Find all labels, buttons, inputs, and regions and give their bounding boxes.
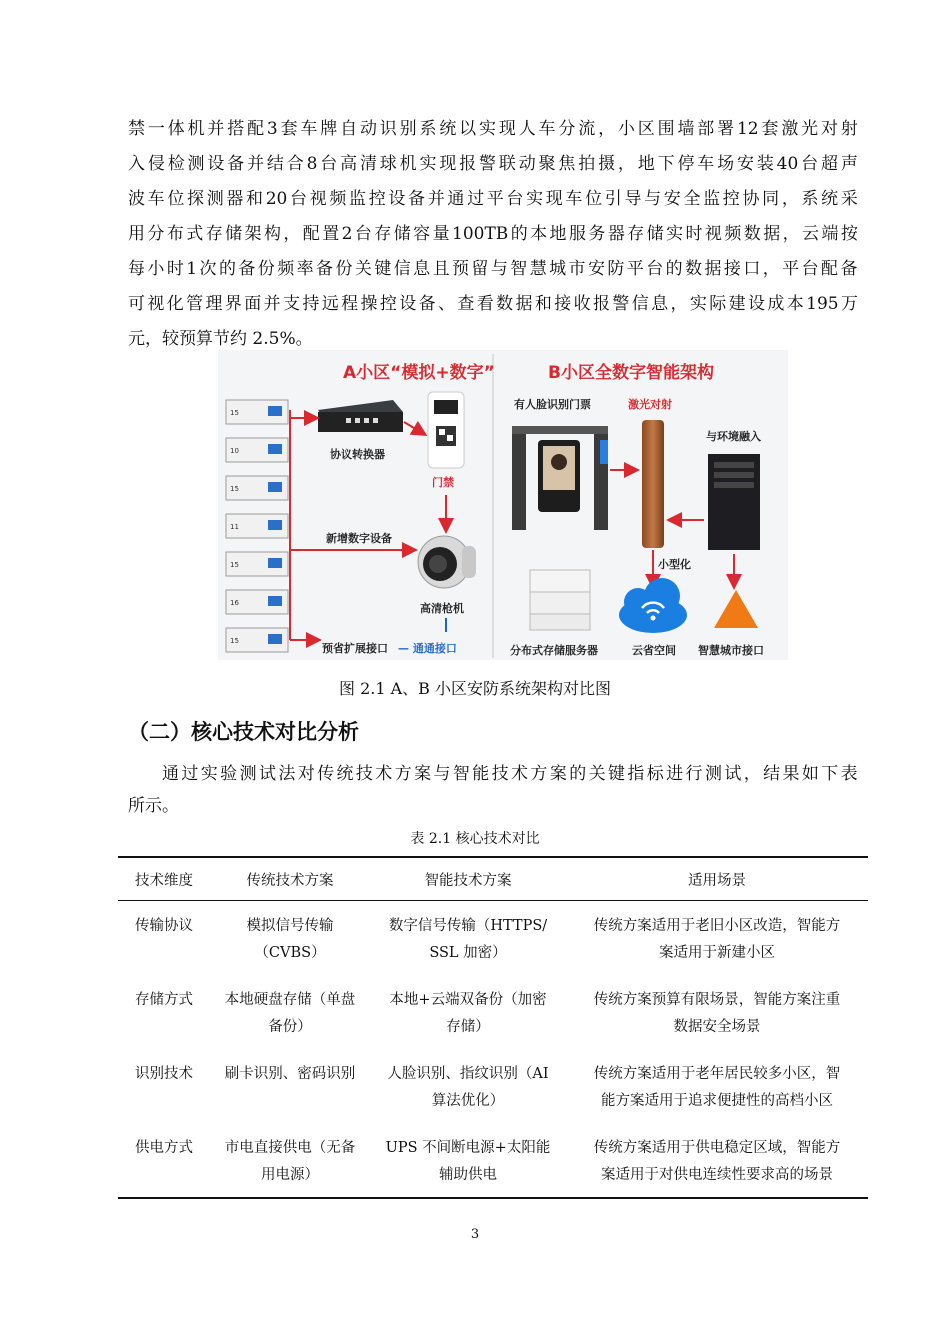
cell-line: 辅助供电 <box>439 1167 497 1183</box>
body-line: 禁 一 体 机 并 搭 配 3 套 车 牌 自 动 识 别 系 统 以 实 现 人 车 分 流 ， 小 区 围 墙 部 署 12 套 激 光 对 射 <box>128 119 858 139</box>
new-device-label: 新增数字设备 <box>326 532 392 545</box>
table-cell <box>370 1049 566 1123</box>
cell-line: 刷卡识别、密码识别 <box>224 1066 356 1082</box>
server-number: 15 <box>230 561 239 569</box>
server-number: 15 <box>230 485 239 493</box>
env-label: 与环境融入 <box>706 430 761 443</box>
body-line: 入 侵 检 测 设 备 并 结 合 8 台 高 清 球 机 实 现 报 警 联 动 聚 焦 拍 摄 ， 地 下 停 车 场 安 装 40 台 超 声 <box>128 154 858 174</box>
cell-line: 人脸识别、指纹识别（AI <box>387 1066 549 1082</box>
server-port <box>268 444 282 454</box>
tower-server-icon <box>708 454 760 550</box>
reserve-label: 预省扩展接口 <box>322 642 388 655</box>
cell-line: 数字信号传输（HTTPS/ <box>388 918 548 934</box>
door-terminal-icon <box>428 392 464 468</box>
server-port <box>268 634 282 644</box>
table-cell <box>118 901 210 976</box>
header-cell: 传统技术方案 <box>210 857 370 901</box>
table-cell <box>370 975 566 1049</box>
table-cell <box>370 901 566 976</box>
cell-line: 传输协议 <box>135 918 193 934</box>
header-cell: 智能技术方案 <box>370 857 566 901</box>
face-label: 有人脸识别门票 <box>514 398 591 411</box>
header-cell: 适用场景 <box>566 857 868 901</box>
server-number: 15 <box>230 409 239 417</box>
architecture-figure <box>218 350 788 660</box>
cell-line: 传统方案预算有限场景，智能方案注重 <box>593 992 841 1008</box>
table-row <box>118 1049 868 1123</box>
server-port <box>268 482 282 492</box>
table-cell <box>118 975 210 1049</box>
intro-line: 所示。 <box>128 796 179 816</box>
server-port <box>268 596 282 606</box>
intro-paragraph <box>128 758 858 822</box>
body-line: 每 小 时 1 次 的 备 份 频 率 备 份 关 键 信 息 且 预 留 与 智 慧 城 市 安 防 平 台 的 数 据 接 口 ， 平 台 配 备 <box>128 259 858 279</box>
cell-line: 备份） <box>268 1019 312 1035</box>
cell-line: 数据安全场景 <box>673 1019 761 1035</box>
server-port <box>268 406 282 416</box>
table-cell <box>210 901 370 976</box>
section-heading: （二）核心技术对比分析 <box>128 720 359 744</box>
unified-label: — 通通接口 <box>398 642 457 655</box>
table-cell <box>210 975 370 1049</box>
server-stack <box>226 400 290 652</box>
page-number: 3 <box>470 1227 480 1242</box>
table-cell <box>566 1123 868 1198</box>
body-line: 用 分 布 式 存 储 架 构 ， 配 置 2 台 存 储 容 量 100TB 的 本 地 服 务 器 存 储 实 时 视 频 数 据 ， 云 端 按 <box>128 224 858 244</box>
left-title: A小区“模拟+数字” <box>343 363 495 383</box>
table-cell <box>210 1123 370 1198</box>
cell-line: 市电直接供电（无备 <box>224 1140 356 1156</box>
server-number: 15 <box>230 637 239 645</box>
mini-label: 小型化 <box>658 558 691 571</box>
table-cell <box>370 1123 566 1198</box>
table-cell <box>566 1049 868 1123</box>
storage-label: 分布式存储服务器 <box>510 644 598 657</box>
table-cell <box>118 1123 210 1198</box>
body-line: 可 视 化 管 理 界 面 并 支 持 远 程 操 控 设 备 、 查 看 数 据 和 接 收 报 警 信 息 ， 实 际 建 设 成 本 195 万 <box>128 294 858 314</box>
body-paragraph <box>128 112 858 357</box>
cell-line: 存储方式 <box>135 992 193 1008</box>
table-row <box>118 1123 868 1198</box>
door-label: 门禁 <box>432 476 454 489</box>
table-header-row <box>118 857 868 901</box>
table-row <box>118 901 868 976</box>
cell-line: 供电方式 <box>135 1140 193 1156</box>
cell-line: 案适用于新建小区 <box>659 945 775 961</box>
city-label: 智慧城市接口 <box>698 644 764 657</box>
table-cell <box>210 1049 370 1123</box>
server-port <box>268 558 282 568</box>
cell-line: 本地硬盘存储（单盘 <box>224 992 356 1008</box>
cell-line: （CVBS） <box>254 945 326 961</box>
comparison-table <box>118 856 868 1199</box>
figure-caption: 图 2.1 A、B 小区安防系统架构对比图 <box>338 679 612 698</box>
cell-line: 算法优化） <box>431 1093 505 1109</box>
server-number: 16 <box>230 599 239 607</box>
cell-line: SSL 加密） <box>429 945 507 961</box>
cloud-label: 云省空间 <box>632 644 676 657</box>
camera-label: 高清枪机 <box>420 602 464 615</box>
table-cell <box>566 975 868 1049</box>
cell-line: 传统方案适用于供电稳定区域，智能方 <box>593 1140 841 1156</box>
cell-line: 案适用于对供电连续性要求高的场景 <box>601 1167 833 1183</box>
laser-pillar-icon <box>642 420 664 548</box>
cell-line: 传统方案适用于老年居民较多小区，智 <box>593 1066 841 1082</box>
cell-line: UPS 不间断电源+太阳能 <box>385 1140 551 1156</box>
right-title: B小区全数字智能架构 <box>548 363 714 383</box>
architecture-diagram <box>218 350 788 660</box>
cell-line: 传统方案适用于老旧小区改造，智能方 <box>593 918 841 934</box>
cell-line: 用电源） <box>261 1167 319 1183</box>
storage-server-icon <box>530 570 590 630</box>
body-line: 元，较预算节约 2.5%。 <box>128 329 313 349</box>
cell-line: 模拟信号传输 <box>246 918 334 934</box>
server-port <box>268 520 282 530</box>
table-cell <box>566 901 868 976</box>
cell-line: 识别技术 <box>135 1066 193 1082</box>
server-number: 11 <box>230 523 239 531</box>
cell-line: 能方案适用于追求便捷性的高档小区 <box>601 1093 833 1109</box>
laser-label: 激光对射 <box>628 398 672 411</box>
intro-line: 通 过 实 验 测 试 法 对 传 统 技 术 方 案 与 智 能 技 术 方 案 的 关 键 指 标 进 行 测 试 ， 结 果 如 下 表 <box>162 764 858 784</box>
table-caption: 表 2.1 核心技术对比 <box>410 831 540 847</box>
server-number: 10 <box>230 447 239 455</box>
switch-label: 协议转换器 <box>330 448 385 461</box>
header-cell: 技术维度 <box>118 857 210 901</box>
body-line: 波 车 位 探 测 器 和 20 台 视 频 监 控 设 备 并 通 过 平 台 实 现 车 位 引 导 与 安 全 监 控 协 同 ， 系 统 采 <box>128 189 858 209</box>
table-cell <box>118 1049 210 1123</box>
cell-line: 存储） <box>446 1019 490 1035</box>
table-row <box>118 975 868 1049</box>
cell-line: 本地+云端双备份（加密 <box>389 992 547 1008</box>
